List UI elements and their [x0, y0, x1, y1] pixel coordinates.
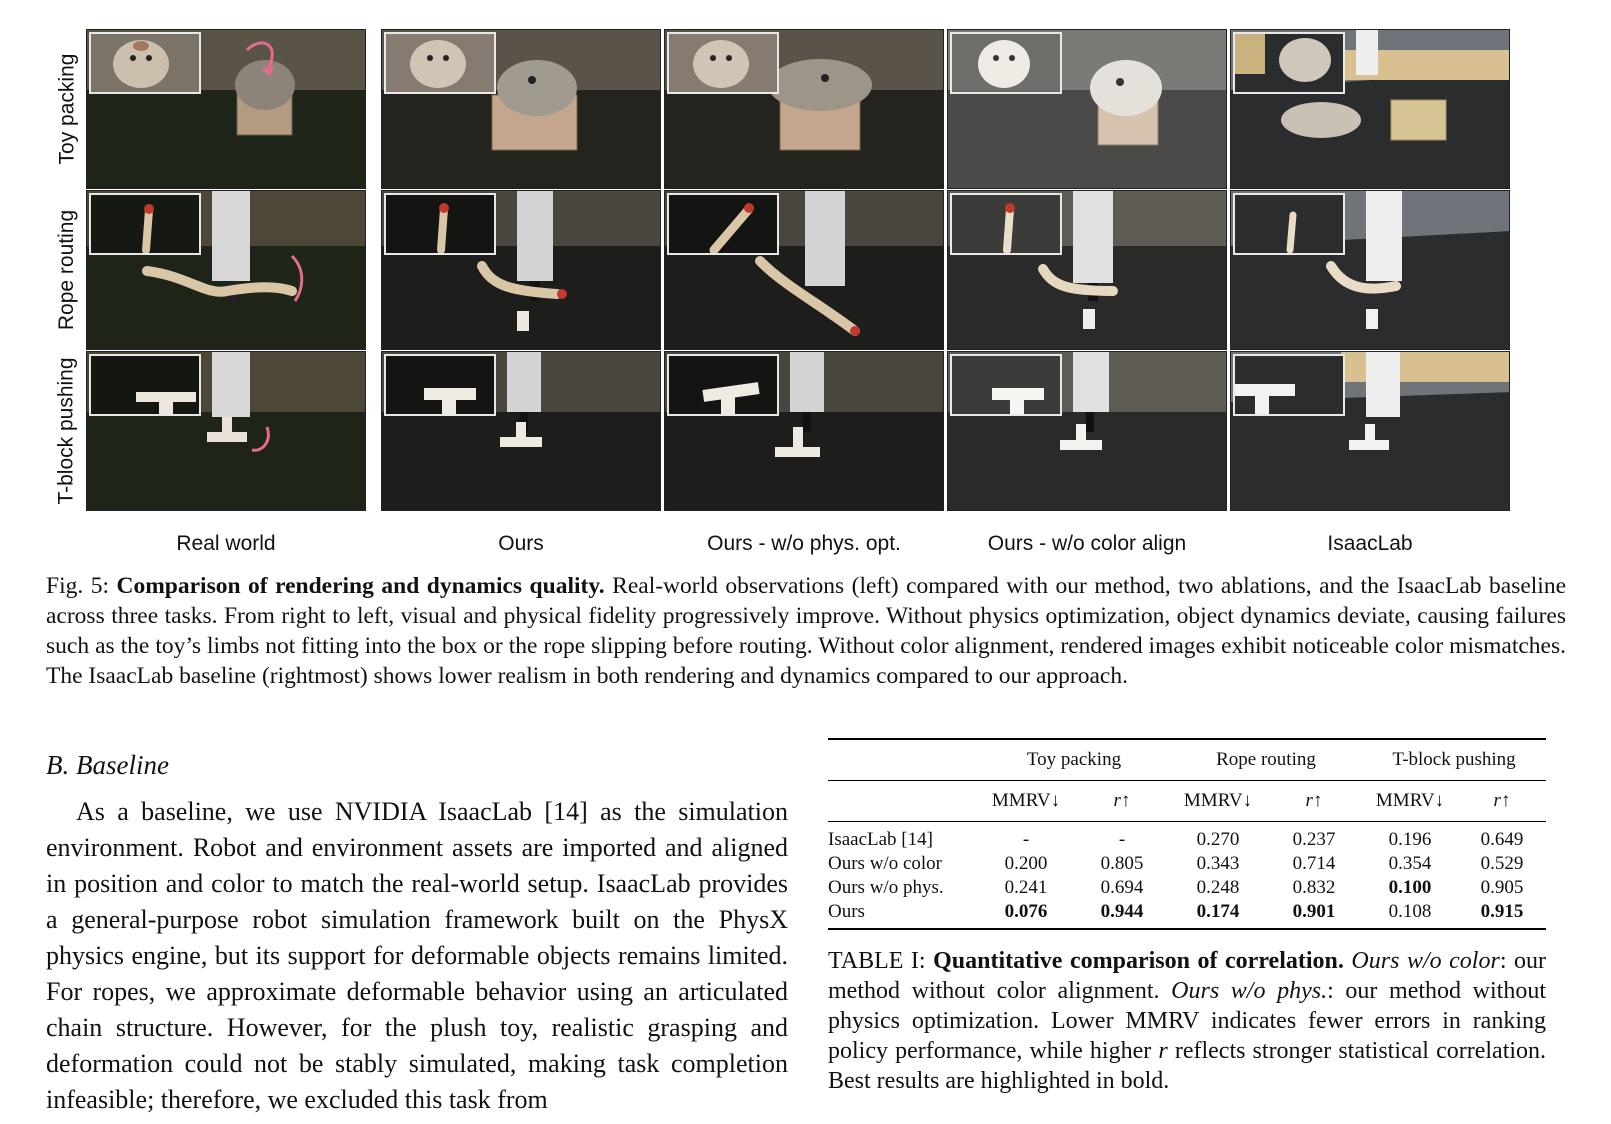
table-caption-em1: Ours w/o color: [1351, 948, 1500, 974]
image-toy-wo-color: [947, 29, 1227, 189]
table-cell: 0.694: [1100, 877, 1144, 898]
inset-rope-real-world: [89, 193, 201, 255]
image-rope-ours: [381, 190, 661, 350]
inset-tblock-ours: [384, 354, 496, 416]
row-label-rope-routing: Rope routing: [55, 209, 78, 331]
table-cell: 0.241: [1004, 877, 1048, 898]
table-cell: 0.237: [1292, 829, 1336, 850]
table-cell: 0.714: [1292, 853, 1336, 874]
inset-rope-isaaclab: [1233, 193, 1345, 255]
inset-tblock-isaaclab: [1233, 354, 1345, 416]
row-method: Ours: [828, 901, 865, 922]
table-row: [828, 876, 1546, 900]
table-header-r: r↑: [1113, 790, 1131, 811]
table-header-mmrv: MMRV↓: [1183, 790, 1253, 811]
table-row: [828, 900, 1546, 929]
inset-toy-ours: [384, 32, 496, 94]
image-rope-wo-phys: [664, 190, 944, 350]
table-caption-t1: : our method without color alignment.: [828, 948, 1546, 1004]
table-corner: [828, 739, 978, 781]
table-cell: 0.196: [1388, 829, 1432, 850]
table-caption-label: TABLE I:: [828, 948, 926, 974]
row-method: Ours w/o color: [828, 853, 942, 874]
inset-tblock-wo-color: [950, 354, 1062, 416]
image-toy-wo-phys: [664, 29, 944, 189]
image-tblock-wo-phys: [664, 351, 944, 511]
table-cell-best: 0.076: [1004, 901, 1048, 922]
image-tblock-wo-color: [947, 351, 1227, 511]
image-toy-isaaclab: [1230, 29, 1510, 189]
table-cell: 0.248: [1196, 877, 1240, 898]
row-label-t-block-pushing: T-block pushing: [55, 357, 78, 505]
section-heading: B. Baseline: [46, 750, 169, 780]
image-toy-real-world: [86, 29, 366, 189]
table-group-rope-routing: Rope routing: [1216, 749, 1316, 770]
table-corner-2: [828, 781, 978, 822]
table-cell: 0.805: [1100, 853, 1144, 874]
table-cell: 0.905: [1480, 877, 1524, 898]
table-caption: [828, 946, 1546, 1096]
table-cell: 0.354: [1388, 853, 1432, 874]
table-caption-t2: : our method without physics optimization. Lower MMRV indicates fewer errors in ranking policy performance, while higher: [828, 978, 1546, 1064]
column-label-isaaclab: IsaacLab: [1327, 532, 1413, 555]
table-caption-t3: reflects stronger statistical correlation. Best results are highlighted in bold.: [828, 1038, 1547, 1094]
table-row: [828, 852, 1546, 876]
inset-toy-isaaclab: [1233, 32, 1345, 94]
image-tblock-ours: [381, 351, 661, 511]
figure-caption-title: Comparison of rendering and dynamics quality.: [116, 573, 605, 599]
table-header-mmrv: MMRV↓: [991, 790, 1061, 811]
image-rope-real-world: [86, 190, 366, 350]
results-table: [828, 738, 1546, 930]
section-body: As a baseline, we use NVIDIA IsaacLab [14] as the simulation environment. Robot and environment assets are imported and aligned in position and color to match the real-world setup. IsaacLab provides a general-purpose robot simulation framework built on the PhysX physics engine, but its support for deformable objects remains limited. For ropes, we approximate deformable behavior using an articulated chain structure. However, for the plush toy, realistic grasping and deformation could not be stably simulated, making task completion infeasible; therefore, we excluded this task from: [46, 797, 788, 1114]
table-cell-best: 0.915: [1480, 901, 1524, 922]
table-header-r: r↑: [1493, 790, 1511, 811]
table-cell: 0.832: [1292, 877, 1336, 898]
table-cell: 0.200: [1004, 853, 1048, 874]
table-caption-em3: r: [1158, 1038, 1168, 1064]
image-rope-wo-color: [947, 190, 1227, 350]
table-cell: 0.270: [1196, 829, 1240, 850]
figure-5: [0, 0, 1611, 560]
table-cell-best: 0.944: [1100, 901, 1144, 922]
table-caption-title: Quantitative comparison of correlation.: [933, 948, 1344, 974]
table-cell-best: 0.100: [1388, 877, 1432, 898]
inset-tblock-real-world: [89, 354, 201, 416]
table-cell: 0.649: [1480, 829, 1524, 850]
inset-rope-wo-color: [950, 193, 1062, 255]
image-tblock-isaaclab: [1230, 351, 1510, 511]
table-group-toy-packing: Toy packing: [1026, 749, 1122, 770]
inset-rope-wo-phys: [667, 193, 779, 255]
image-toy-ours: [381, 29, 661, 189]
image-tblock-real-world: [86, 351, 366, 511]
table-cell: 0.529: [1480, 853, 1524, 874]
table-cell: 0.108: [1388, 901, 1432, 922]
image-rope-isaaclab: [1230, 190, 1510, 350]
row-method: IsaacLab [14]: [828, 829, 933, 850]
row-label-toy-packing: Toy packing: [55, 53, 78, 165]
figure-caption: [46, 571, 1566, 691]
column-label-wo-color-align: Ours - w/o color align: [987, 532, 1187, 555]
table-row: [828, 822, 1546, 853]
table-cell: 0.343: [1196, 853, 1240, 874]
inset-rope-ours: [384, 193, 496, 255]
column-label-wo-phys-opt: Ours - w/o phys. opt.: [707, 532, 901, 555]
inset-toy-wo-color: [950, 32, 1062, 94]
column-label-ours: Ours: [498, 532, 544, 555]
table-cell: -: [1022, 829, 1030, 850]
table-cell: -: [1118, 829, 1126, 850]
column-label-real-world: Real world: [176, 532, 276, 555]
table-header-r: r↑: [1305, 790, 1323, 811]
row-method: Ours w/o phys.: [828, 877, 944, 898]
table-cell-best: 0.901: [1292, 901, 1336, 922]
table-header-mmrv: MMRV↓: [1375, 790, 1445, 811]
figure-caption-body: Real-world observations (left) compared with our method, two ablations, and the IsaacLab baseline across three tasks. From right to left, visual and physical fidelity progressively improve. Without physics optimization, object dynamics deviate, causing failures such as the toy’s limbs not fitting into the box or the rope slipping before routing. Without color alignment, rendered images exhibit noticeable color mismatches. The IsaacLab baseline (rightmost) shows lower realism in both rendering and dynamics compared to our approach.: [46, 573, 1567, 689]
inset-toy-real-world: [89, 32, 201, 94]
table-group-t-block-pushing: T-block pushing: [1392, 749, 1516, 770]
inset-tblock-wo-phys: [667, 354, 779, 416]
table-caption-em2: Ours w/o phys.: [1171, 978, 1328, 1004]
figure-caption-label: Fig. 5:: [46, 573, 109, 599]
inset-toy-wo-phys: [667, 32, 779, 94]
table-cell-best: 0.174: [1196, 901, 1240, 922]
